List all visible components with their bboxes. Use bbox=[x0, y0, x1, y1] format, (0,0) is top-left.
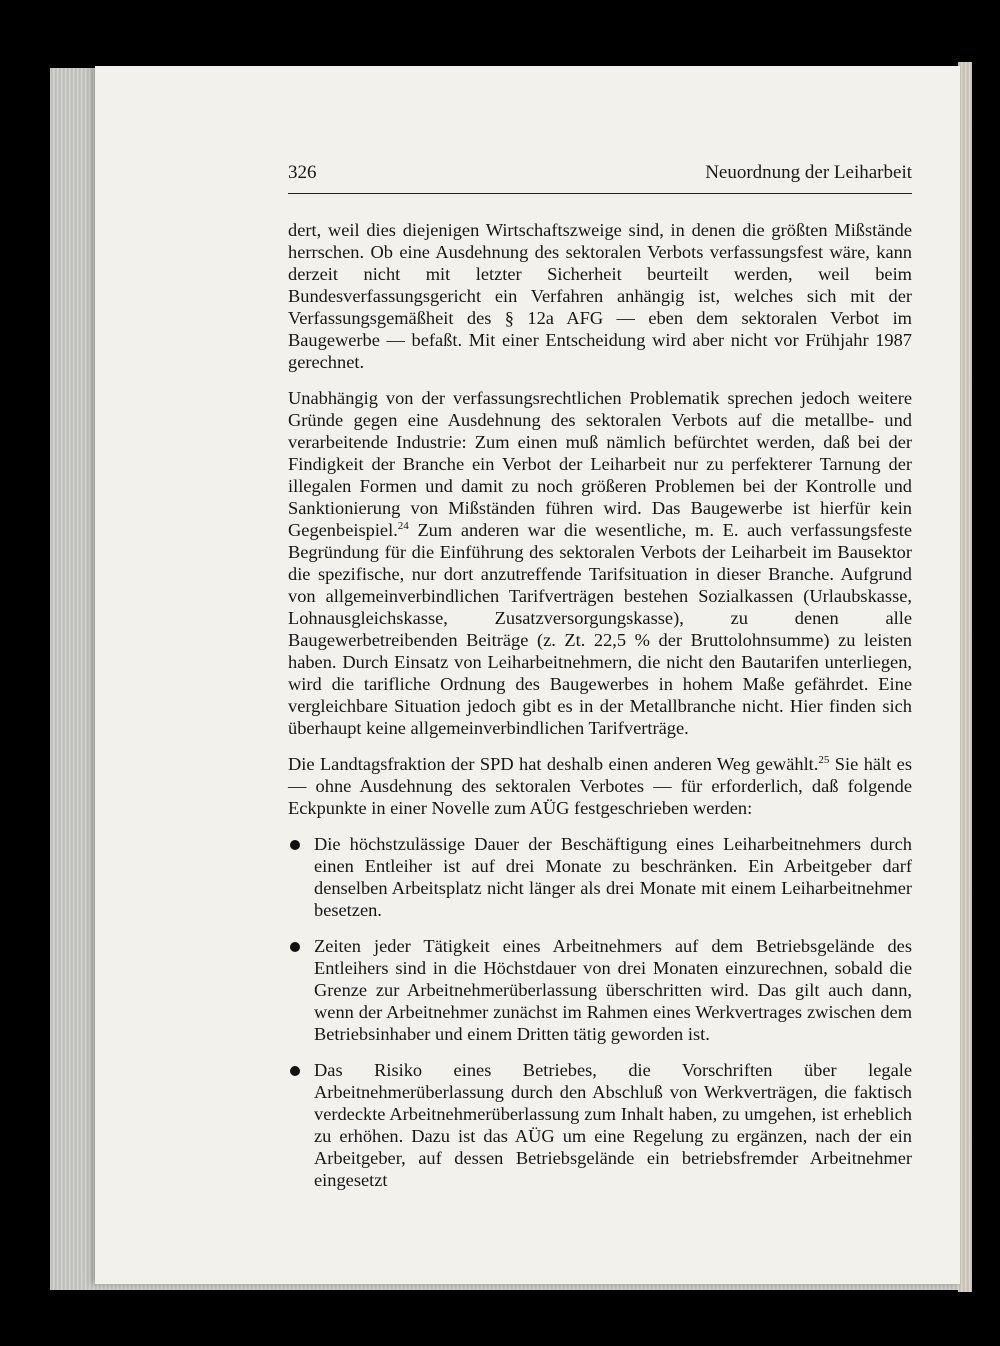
book-right-edge bbox=[958, 62, 972, 1292]
page-body bbox=[288, 219, 912, 1205]
paragraph-2 bbox=[288, 387, 912, 739]
paragraph-3 bbox=[288, 753, 912, 819]
bullet-text: Die höchstzulässige Dauer der Beschäftigung eines Leiharbeitnehmers durch einen Entleiher ist auf drei Monate zu beschränken. Ein Arbeitgeber darf denselben Arbeitsplatz nicht länger als drei Monate mit einem Leiharbeitnehmer besetzen. bbox=[314, 834, 912, 920]
paragraph-1: dert, weil dies diejenigen Wirtschaftszweige sind, in denen die größten Mißstände herrschen. Ob eine Ausdehnung des sektoralen Verbots verfassungsfest wäre, kann derzeit nicht mit letzter Sicherheit beurteilt werden, weil beim Bundesverfassungsgericht ein Verfahren anhängig ist, welches sich mit der Verfassungsgemäßheit des § 12a AFG — eben dem sektoralen Verbot im Baugewerbe — befaßt. Mit einer Entscheidung wird aber nicht vor Frühjahr 1987 gerechnet. bbox=[288, 220, 912, 372]
bullet-text: Zeiten jeder Tätigkeit eines Arbeitnehmers auf dem Betriebsgelände des Entleihers sind in die Höchstdauer von drei Monaten einzurechnen, sobald die Grenze zur Arbeitnehmerüberlassung überschritten wird. Das gilt auch dann, wenn der Arbeitnehmer zunächst im Rahmen eines Werkvertrages zwischen dem Betriebsinhaber und einem Dritten tätig geworden ist. bbox=[314, 936, 912, 1044]
bullet-text: Das Risiko eines Betriebes, die Vorschriften über legale Arbeitnehmerüberlassung durch den Abschluß von Werkverträgen, die faktisch verdeckte Arbeitnehmerüberlassung zum Inhalt haben, zu umgehen, ist erheblich zu erhöhen. Dazu ist das AÜG um eine Regelung zu ergänzen, nach der ein Arbeitgeber, auf dessen Betriebsgelände ein betriebsfremder Arbeitnehmer eingesetzt bbox=[314, 1060, 912, 1190]
page-number: 326 bbox=[288, 162, 317, 183]
bullet-dot-icon bbox=[290, 840, 300, 850]
running-head: Neuordnung der Leiharbeit bbox=[705, 162, 912, 183]
paragraph-3-text-b: Sie hält es — ohne Ausdehnung des sektoralen Verbotes — für erforderlich, daß folgende Eckpunkte in einer Novelle zum AÜG festgeschrieben werden: bbox=[288, 754, 912, 818]
footnote-ref-25: 25 bbox=[818, 753, 830, 766]
bullet-item bbox=[288, 833, 912, 921]
bullet-item bbox=[288, 1059, 912, 1191]
bullet-dot-icon bbox=[290, 1066, 300, 1076]
bullet-item bbox=[288, 935, 912, 1045]
footnote-ref-24: 24 bbox=[397, 519, 409, 532]
header-rule bbox=[288, 193, 912, 194]
paragraph-3-text-a: Die Landtagsfraktion der SPD hat deshalb einen anderen Weg gewählt. bbox=[288, 754, 819, 774]
paragraph-2-text-b: Zum anderen war die wesentliche, m. E. auch verfassungsfeste Begründung für die Einführung des sektoralen Verbots der Leiharbeit im Bausektor die spezifische, nur dort anzutreffende Tarifsituation in dieser Branche. Aufgrund von allgemeinverbindlichen Tarifverträgen bestehen Sozialkassen (Urlaubskasse, Lohnausgleichskasse, Zusatzversorgungskasse), zu denen alle Baugewerbetreibenden Beiträge (z. Zt. 22,5 % der Bruttolohnsumme) zu leisten haben. Durch Einsatz von Leiharbeitnehmern, die nicht den Bautarifen unterliegen, wird die tarifliche Ordnung des Baugewerbes in hohem Maße gefährdet. Eine vergleichbare Situation jedoch gibt es in der Metallbranche nicht. Hier finden sich überhaupt keine allgemeinverbindlichen Tarifverträge. bbox=[288, 520, 912, 738]
bullet-dot-icon bbox=[290, 942, 300, 952]
paragraph-2-text-a: Unabhängig von der verfassungsrechtlichen Problematik sprechen jedoch weitere Gründe gegen eine Ausdehnung des sektoralen Verbots auf die metallbe- und verarbeitende Industrie: Zum einen muß nämlich befürchtet werden, daß bei der Findigkeit der Branche ein Verbot der Leiharbeit nur zu perfekterer Tarnung der illegalen Formen und damit zu noch größeren Problemen bei der Kontrolle und Sanktionierung von Mißständen führen wird. Das Baugewerbe ist hierfür kein Gegenbeispiel. bbox=[288, 388, 912, 540]
bullet-list bbox=[288, 833, 912, 1191]
